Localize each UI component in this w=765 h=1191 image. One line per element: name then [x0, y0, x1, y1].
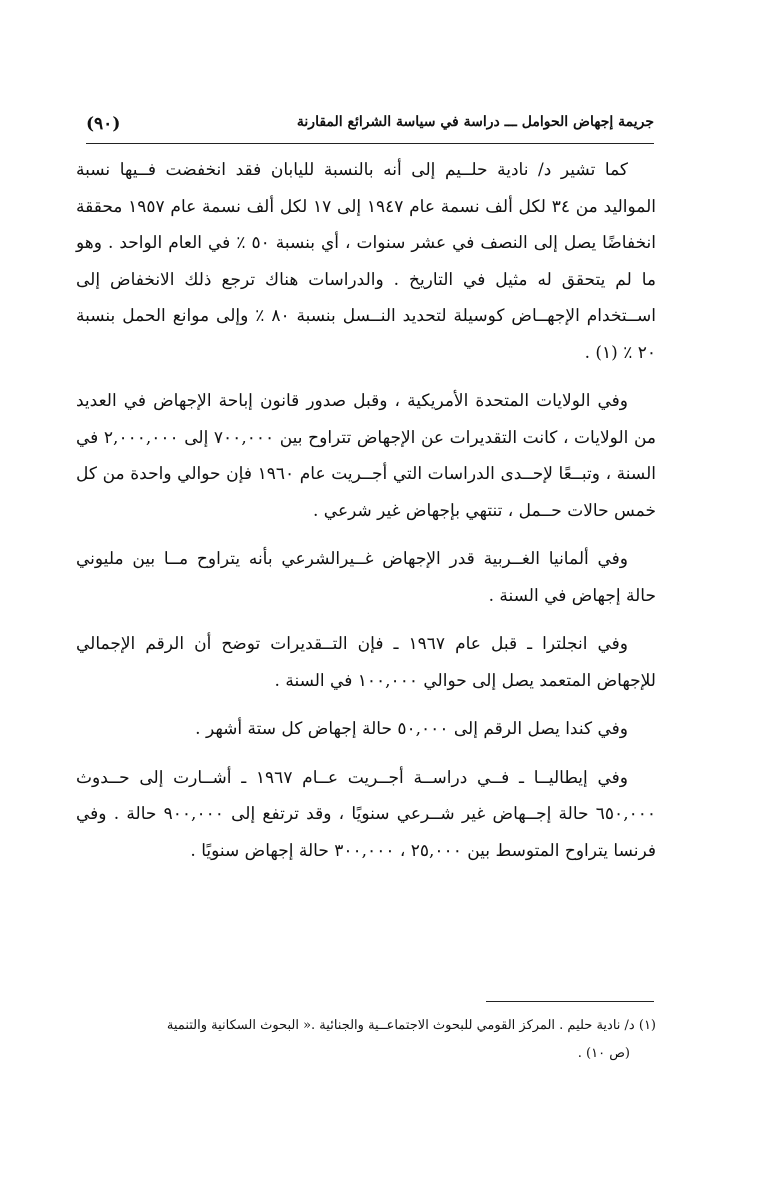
running-title: جريمة إجهاض الحوامل ـــ دراسة في سياسة الشرائع المقارنة [296, 114, 654, 130]
footnote-rule [486, 1001, 654, 1002]
page-header [86, 108, 654, 138]
paragraph-west-germany: وفي ألمانيا الغــربية قدر الإجهاض غــيرالشرعي بأنه يتراوح مــا بين مليوني حالة إجهاض في السنة . [76, 549, 656, 606]
paragraph-italy-france: وفي إيطاليــا ـ فــي دراســة أجــريت عــام ١٩٦٧ ـ أشــارت إلى حــدوث ٦٥٠,٠٠٠ حالة إجــهاض غير شــرعي سنويًا ، وقد ترتفع إلى ٩٠٠,٠٠٠ حالة . وفي فرنسا يتراوح المتوسط بين ٢٥,٠٠٠ ، ٣٠٠,٠٠٠ حالة إجهاض سنويًا . [76, 767, 656, 861]
footnote-line-1: (١) د/ نادية حليم . المركز القومي للبحوث الاجتماعــية والجنائية .« البحوث السكانية والتنمية [166, 1018, 656, 1033]
paragraph-england: وفي انجلترا ـ قبل عام ١٩٦٧ ـ فإن التــقديرات توضح أن الرقم الإجمالي للإجهاض المتعمد يصل إلى حوالي ١٠٠,٠٠٠ في السنة . [76, 634, 656, 691]
paragraph-japan: كما تشير د/ نادية حلــيم إلى أنه بالنسبة لليابان فقد انخفضت فــيها نسبة المواليد من ٣٤ لكل ألف نسمة عام ١٩٤٧ إلى ١٧ لكل ألف نسمة عام ١٩٥٧ محققة انخفاضًا يصل إلى النصف في عشر سنوات ، أي بنسبة ٥٠ ٪ في العام الواحد . وهو ما لم يتحقق له مثيل في التاريخ . والدراسات هناك ترجع ذلك الانخفاض إلى اســتخدام الإجهــاض كوسيلة لتحديد النــسل بنسبة ٨٠ ٪ وإلى موانع الحمل بنسبة ٢٠ ٪ (١) . [76, 160, 657, 363]
header-rule [86, 143, 654, 144]
body-text [76, 152, 656, 869]
footnote-line-2: (ص ١٠) . [577, 1046, 630, 1061]
page-number: (٩٠) [86, 114, 121, 134]
paragraph-usa: وفي الولايات المتحدة الأمريكية ، وقبل صدور قانون إباحة الإجهاض في العديد من الولايات ، كانت التقديرات عن الإجهاض تتراوح بين ٧٠٠,٠٠٠ إلى ٢,٠٠٠,٠٠٠ في السنة ، وتبــعًا لإحــدى الدراسات التي أجــريت عام ١٩٦٠ فإن حوالي واحدة من كل خمس حالات حــمل ، تنتهي بإجهاض غير شرعي . [76, 391, 656, 521]
paragraph-canada: وفي كندا يصل الرقم إلى ٥٠,٠٠٠ حالة إجهاض كل ستة أشهر . [195, 719, 628, 739]
footnote [76, 1012, 656, 1068]
